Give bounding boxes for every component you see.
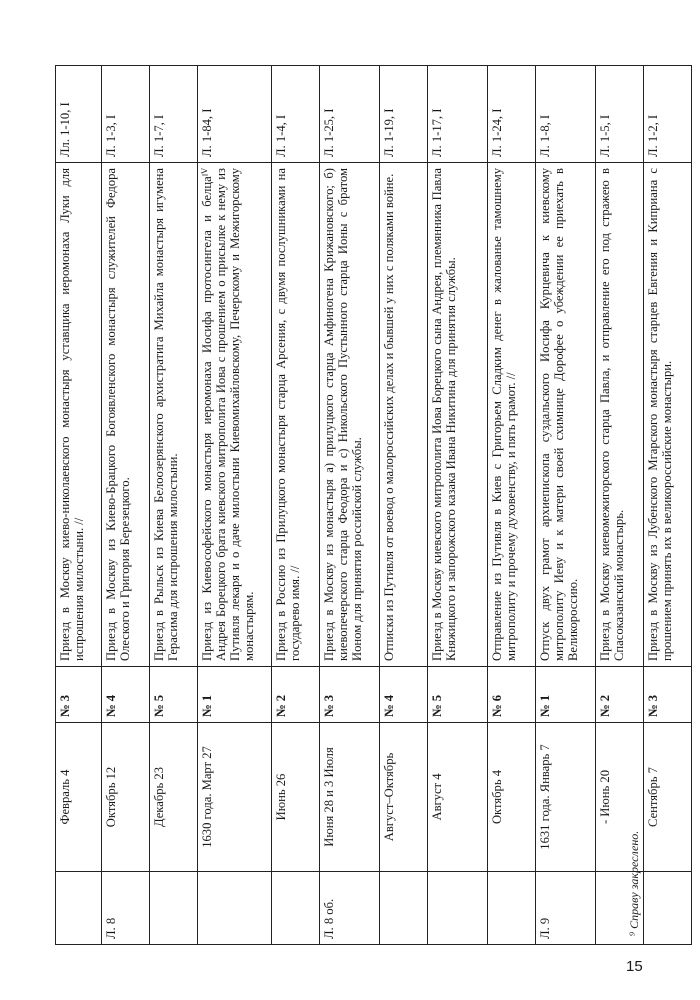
table-row <box>150 66 198 945</box>
sheet-cell <box>56 872 102 945</box>
table-row <box>320 66 380 945</box>
sheet-cell <box>488 872 536 945</box>
reference-cell: Л. 1-3, I <box>102 66 150 163</box>
number-cell: № 4 <box>380 667 428 723</box>
sheet-cell <box>150 872 198 945</box>
table-row <box>56 66 102 945</box>
reference-cell: Л. 1-7, I <box>150 66 198 163</box>
description-cell: Приезд в Рыльск из Киева Белоозерянского архистратига Михайла монастыря игумена Герасима для испрошения милостыни. <box>150 163 198 667</box>
sheet-cell <box>380 872 428 945</box>
table-row <box>380 66 428 945</box>
reference-cell: Л. 1-19, I <box>380 66 428 163</box>
date-cell: Декабрь 23 <box>150 723 198 872</box>
table-row <box>102 66 150 945</box>
date-cell: Февраль 4 <box>56 723 102 872</box>
table-row <box>644 66 692 945</box>
sheet-cell <box>428 872 488 945</box>
description-cell: Приезд в Москву киевского митрополита Иова Борецкого сына Андрея, племянника Павла Княжицкого и запорожского казака Ивана Никитина для принятия службы. <box>428 163 488 667</box>
description-cell: Отпуск двух грамот архиепископа суздальского Иосифа Курцевича к киевскому митрополиту Иеву и к матери своей схимнице Дорофее о убеждении ее приехать в Великороссию. <box>536 163 596 667</box>
description-cell: Приезд в Москву киевомежигорского старца Павла, и отправление его под стражею в Спасоказанский монастырь. <box>596 163 644 667</box>
number-cell: № 5 <box>428 667 488 723</box>
description-cell: Отправление из Путивля в Киев с Григорьем Сладким денег в жалованье тамошнему митрополиту и прочему духовенству, и пять грамот. // <box>488 163 536 667</box>
number-cell: № 3 <box>644 667 692 723</box>
table-row <box>428 66 488 945</box>
table-body <box>56 66 692 945</box>
reference-cell: Л. 1-5, I <box>596 66 644 163</box>
date-cell: 1630 года. Март 27 <box>198 723 272 872</box>
date-cell: 1631 года. Январь 7 <box>536 723 596 872</box>
reference-cell: Л. 1-4, I <box>272 66 320 163</box>
description-cell: Приезд в Москву из Киево-Брацкого Богоявленского монастыря служителей Федора Олеского и Григория Березецкого. <box>102 163 150 667</box>
table-row <box>272 66 320 945</box>
table-row <box>596 66 644 945</box>
rotated-page-content <box>55 65 674 945</box>
description-cell: Приезд в Россию из Прилуцкого монастыря старца Арсения, с двумя послушниками на государево имя. // <box>272 163 320 667</box>
description-cell: Приезд в Москву из монастыря а) прилуцкого старца Амфиногена Крижановского; б) киевопечерского старца Феодора и с) Никольского Пустынного старца Ионы с братом Ионом для принятия российской службы. <box>320 163 380 667</box>
number-cell: № 1 <box>536 667 596 723</box>
sheet-cell: Л. 9 <box>536 872 596 945</box>
sheet-cell <box>644 872 692 945</box>
archive-table <box>55 65 692 945</box>
sheet-cell: Л. 8 об. <box>320 872 380 945</box>
reference-cell: Л. 1-84, I <box>198 66 272 163</box>
number-cell: № 2 <box>596 667 644 723</box>
date-cell: Август 4 <box>428 723 488 872</box>
sheet-cell <box>198 872 272 945</box>
table-row <box>488 66 536 945</box>
description-cell: Приезд из Киевософейского монастыря иеромонаха Иосифа протосингела и белцаᴵⱽ Андрея Борецкого брата киевского митрополита Иова с прошением о присылке к нему из Путивля лекаря и о даче милостыни Киевомихайловскому, Печерскому и Межигорскому монастырям. <box>198 163 272 667</box>
footnote: ⁹ Справу закреслено. <box>627 830 641 936</box>
description-cell: Отписки из Путивля от воевод о малороссийских делах и бывшей у них с поляками войне. <box>380 163 428 667</box>
date-cell: Июнь 26 <box>272 723 320 872</box>
description-cell: Приезд в Москву из Лубенского Мгарского монастыря старцев Евгения и Киприана с прошением принять их в великороссийские монастыри. <box>644 163 692 667</box>
number-cell: № 5 <box>150 667 198 723</box>
date-cell: Октябрь 12 <box>102 723 150 872</box>
sheet-cell: Л. 8 <box>102 872 150 945</box>
reference-cell: Л. 1-17, I <box>428 66 488 163</box>
reference-cell: Л. 1-8, I <box>536 66 596 163</box>
description-cell: Приезд в Москву киево-николаевского монастыря уставщика иеромонаха Луки для испрошения милостыни. // <box>56 163 102 667</box>
number-cell: № 2 <box>272 667 320 723</box>
table-row <box>198 66 272 945</box>
number-cell: № 4 <box>102 667 150 723</box>
date-cell: Октябрь 4 <box>488 723 536 872</box>
page-number: 15 <box>626 958 643 975</box>
number-cell: № 3 <box>320 667 380 723</box>
number-cell: № 6 <box>488 667 536 723</box>
reference-cell: Л. 1-24, I <box>488 66 536 163</box>
sheet-cell <box>272 872 320 945</box>
number-cell: № 3 <box>56 667 102 723</box>
reference-cell: Л. 1-2, I <box>644 66 692 163</box>
date-cell: - Июнь 20 <box>596 723 644 872</box>
reference-cell: Л. 1-25, I <box>320 66 380 163</box>
date-cell: Сентябрь 7 <box>644 723 692 872</box>
date-cell: Август–Октябрь <box>380 723 428 872</box>
date-cell: Июня 28 и 3 Июля <box>320 723 380 872</box>
table-row <box>536 66 596 945</box>
number-cell: № 1 <box>198 667 272 723</box>
reference-cell: Лл. 1-10, I <box>56 66 102 163</box>
